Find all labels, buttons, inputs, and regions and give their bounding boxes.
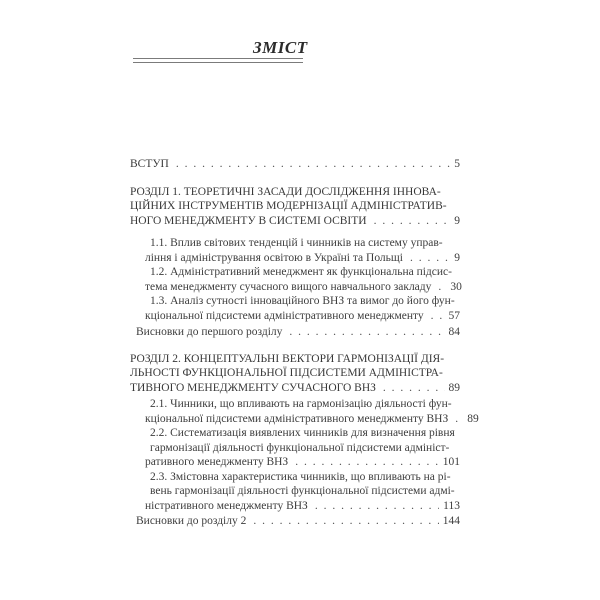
toc-entry-text: ративного менеджменту ВНЗ <box>145 456 289 468</box>
toc-entry-text: Висновки до розділу 2 <box>136 515 247 527</box>
page-number: 144 <box>442 515 460 527</box>
page-number: 89 <box>467 412 479 425</box>
toc-entry-text: ЛЬНОСТІ ФУНКЦІОНАЛЬНОЇ ПІДСИСТЕМИ АДМІНІСТРА- <box>130 367 443 379</box>
page-number: 30 <box>450 280 462 293</box>
dot-leader <box>438 280 446 295</box>
toc-entry-text: вень гармонізації діяльності функціональної підсистеми адмі- <box>150 485 455 497</box>
page-number: 89 <box>448 381 460 394</box>
toc-entry-conclusion-1 <box>130 325 460 340</box>
toc-entry-text: ВСТУП <box>130 158 169 170</box>
toc-entry-text: 1.1. Вплив світових тенденцій і чинників на систему управ- <box>150 237 443 249</box>
toc-entry-text: 1.2. Адміністративний менеджмент як функціональна підсис- <box>150 266 452 278</box>
toc-entry-rozdil-2 <box>130 352 460 396</box>
title-double-rule <box>133 58 303 63</box>
toc-entry-conclusion-2 <box>130 514 460 529</box>
page-number: 113 <box>443 499 460 512</box>
toc-entry-text: 2.1. Чинники, що впливають на гармонізацію діяльності фун- <box>150 398 452 410</box>
page-number: 101 <box>442 456 460 468</box>
toc-entry-text: ління і адміністрування освітою в Україні та Польщі <box>145 251 403 264</box>
page-title: ЗМІСТ <box>253 38 308 57</box>
toc-entry-rozdil-1 <box>130 185 460 229</box>
toc-entry-text: 2.2. Систематизація виявлених чинників для визначення рівня <box>150 427 455 439</box>
toc-entry-text: РОЗДІЛ 2. КОНЦЕПТУАЛЬНІ ВЕКТОРИ ГАРМОНІЗАЦІЇ ДІЯ- <box>130 352 445 365</box>
page-number: 5 <box>454 158 460 170</box>
toc-entry-2-2 <box>130 426 460 470</box>
toc-entry-text: тема менеджменту сучасного вищого навчального закладу <box>145 280 432 293</box>
toc-entry-text: гармонізації діяльності функціональної підсистеми адмініст- <box>150 441 450 454</box>
page-number: 84 <box>448 326 460 338</box>
toc-entry-1-1 <box>130 236 460 265</box>
toc-entry-text: ТИВНОГО МЕНЕДЖМЕНТУ СУЧАСНОГО ВНЗ <box>130 381 376 394</box>
dot-leader <box>410 251 450 266</box>
dot-leader <box>295 455 439 470</box>
dot-leader <box>253 514 438 529</box>
dot-leader <box>431 309 445 324</box>
dot-leader <box>455 412 463 427</box>
table-of-contents <box>130 157 479 529</box>
toc-entry-2-1 <box>130 397 479 426</box>
toc-entry-text: ЦІЙНИХ ІНСТРУМЕНТІВ МОДЕРНІЗАЦІЇ АДМІНІСТРАТИВ- <box>130 200 447 212</box>
page-number: 9 <box>454 251 460 264</box>
toc-entry-text: РОЗДІЛ 1. ТЕОРЕТИЧНІ ЗАСАДИ ДОСЛІДЖЕННЯ ІННОВА- <box>130 185 441 198</box>
toc-entry-text: Висновки до першого розділу <box>136 326 283 338</box>
toc-entry-text: НОГО МЕНЕДЖМЕНТУ В СИСТЕМІ ОСВІТИ <box>130 214 367 227</box>
toc-entry-text: ністративного менеджменту ВНЗ <box>145 499 308 512</box>
toc-entry-text: кціональної підсистеми адміністративного менеджменту <box>145 309 424 322</box>
toc-entry-text: кціональної підсистеми адміністративного менеджменту ВНЗ <box>145 412 449 425</box>
toc-entry-2-3 <box>130 470 460 514</box>
dot-leader <box>374 214 451 229</box>
dot-leader <box>383 381 445 396</box>
dot-leader <box>176 157 450 172</box>
toc-entry-vstup <box>130 157 460 172</box>
toc-entry-1-2 <box>130 265 460 294</box>
page-number: 57 <box>448 309 460 322</box>
dot-leader <box>315 499 439 514</box>
toc-entry-text: 1.3. Аналіз сутності інноваційного ВНЗ та вимог до його фун- <box>150 295 455 307</box>
toc-entry-1-3 <box>130 294 460 323</box>
dot-leader <box>289 325 444 340</box>
page-number: 9 <box>454 214 460 227</box>
toc-entry-text: 2.3. Змістовна характеристика чинників, що впливають на рі- <box>150 470 451 483</box>
